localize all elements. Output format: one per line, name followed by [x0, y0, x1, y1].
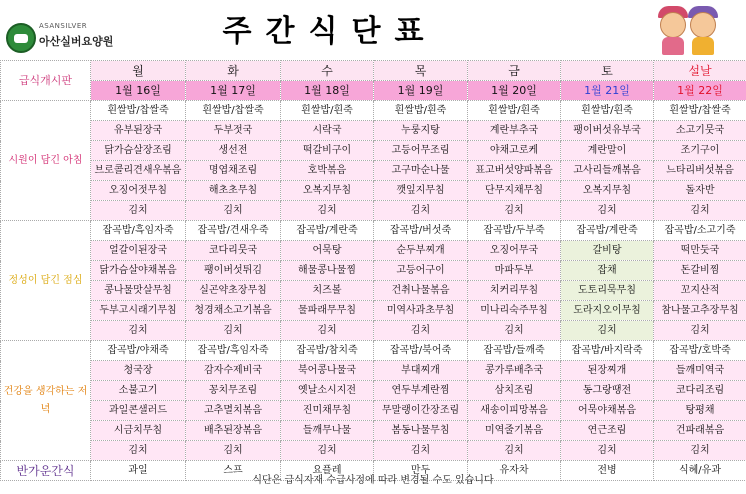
breakfast-menu-item: 야채고로케 — [468, 141, 561, 161]
breakfast-menu-item: 김치 — [654, 201, 746, 221]
dinner-menu-item: 봄동나물무침 — [374, 421, 468, 441]
day-name: 목 — [374, 61, 468, 81]
dinner-menu-item: 김치 — [374, 441, 468, 461]
dinner-menu-item: 김치 — [654, 441, 746, 461]
dinner-menu-item: 코다리조림 — [654, 381, 746, 401]
snack-item: 스프 — [186, 461, 281, 481]
day-date: 1월 19일 — [374, 81, 468, 101]
dinner-menu-item: 잡곡밥/들깨죽 — [468, 341, 561, 361]
breakfast-menu-item: 흰쌀밥/흰죽 — [561, 101, 654, 121]
lunch-menu-item: 순두부찌개 — [374, 241, 468, 261]
breakfast-menu-item: 소고기뭇국 — [654, 121, 746, 141]
dinner-menu-item: 소불고기 — [91, 381, 186, 401]
logo-emblem-icon — [6, 23, 36, 53]
dinner-menu-item: 옛날소시지전 — [281, 381, 374, 401]
lunch-menu-item: 고등어구이 — [374, 261, 468, 281]
day-date: 1월 17일 — [186, 81, 281, 101]
dinner-menu-item: 김치 — [186, 441, 281, 461]
lunch-menu-item: 오징어무국 — [468, 241, 561, 261]
breakfast-menu-item: 흰쌀밥/흰죽 — [281, 101, 374, 121]
lunch-menu-item: 잡곡밥/소고기죽 — [654, 221, 746, 241]
logo — [6, 18, 116, 54]
dinner-menu-item: 건파래볶음 — [654, 421, 746, 441]
menu-board-label: 급식개시판 — [1, 61, 91, 101]
breakfast-menu-item: 김치 — [91, 201, 186, 221]
lunch-menu-item: 닭가슴살야채볶음 — [91, 261, 186, 281]
lunch-menu-item: 김치 — [561, 321, 654, 341]
lunch-menu-item: 코다리뭇국 — [186, 241, 281, 261]
lunch-menu-item: 잡곡밥/계란죽 — [561, 221, 654, 241]
dinner-menu-item: 시금치무침 — [91, 421, 186, 441]
lunch-menu-item: 잡곡밥/버섯죽 — [374, 221, 468, 241]
breakfast-menu-item: 김치 — [281, 201, 374, 221]
dinner-menu-item: 꽁치무조림 — [186, 381, 281, 401]
breakfast-menu-item: 오복지무침 — [561, 181, 654, 201]
dinner-menu-item: 잡곡밥/야채죽 — [91, 341, 186, 361]
breakfast-menu-item: 김치 — [561, 201, 654, 221]
breakfast-menu-item: 두부젓국 — [186, 121, 281, 141]
breakfast-menu-item: 오징어젓무침 — [91, 181, 186, 201]
day-date: 1월 16일 — [91, 81, 186, 101]
day-name: 수 — [281, 61, 374, 81]
lunch-menu-item: 김치 — [281, 321, 374, 341]
lunch-menu-item: 치즈볼 — [281, 281, 374, 301]
lunch-menu-item: 해물콩나물찜 — [281, 261, 374, 281]
dinner-menu-item: 김치 — [561, 441, 654, 461]
snack-label: 반가운간식 — [1, 461, 91, 481]
dinner-menu-item: 탕평채 — [654, 401, 746, 421]
breakfast-menu-item: 단무지채무침 — [468, 181, 561, 201]
snack-item: 만두 — [374, 461, 468, 481]
breakfast-menu-item: 김치 — [374, 201, 468, 221]
snack-item: 식혜/유과 — [654, 461, 746, 481]
lunch-menu-item: 팽이버섯튀김 — [186, 261, 281, 281]
dinner-menu-item: 연근조림 — [561, 421, 654, 441]
breakfast-menu-item: 유부된장국 — [91, 121, 186, 141]
breakfast-menu-item: 흰쌀밥/흰죽 — [374, 101, 468, 121]
dinner-menu-item: 된장찌개 — [561, 361, 654, 381]
breakfast-menu-item: 계란부추국 — [468, 121, 561, 141]
weekly-menu-table — [0, 60, 746, 481]
dinner-menu-item: 부대찌개 — [374, 361, 468, 381]
lunch-menu-item: 김치 — [654, 321, 746, 341]
snack-item: 요플레 — [281, 461, 374, 481]
breakfast-menu-item: 브로콜리견새우볶음 — [91, 161, 186, 181]
footer-note: 식단은 급식자재 수급사정에 따라 변경될 수도 있습니다 — [252, 475, 494, 486]
lunch-menu-item: 김치 — [468, 321, 561, 341]
lunch-menu-item: 물파래무무침 — [281, 301, 374, 321]
dinner-menu-item: 잡곡밥/흑임자죽 — [186, 341, 281, 361]
lunch-menu-item: 갈비탕 — [561, 241, 654, 261]
breakfast-menu-item: 조기구이 — [654, 141, 746, 161]
dinner-menu-item: 김치 — [281, 441, 374, 461]
breakfast-menu-item: 흰쌀밥/찹쌀죽 — [654, 101, 746, 121]
breakfast-menu-item: 고등어무조림 — [374, 141, 468, 161]
lunch-menu-item: 참나물고추장무침 — [654, 301, 746, 321]
dinner-menu-item: 북어콩나물국 — [281, 361, 374, 381]
day-name: 토 — [561, 61, 654, 81]
breakfast-menu-item: 팽이버섯유부국 — [561, 121, 654, 141]
day-name: 금 — [468, 61, 561, 81]
dinner-menu-item: 김치 — [468, 441, 561, 461]
day-name: 월 — [91, 61, 186, 81]
lunch-menu-item: 잡채 — [561, 261, 654, 281]
lunch-menu-item: 꼬지산적 — [654, 281, 746, 301]
breakfast-menu-item: 해초초무침 — [186, 181, 281, 201]
dinner-menu-item: 미역줄기볶음 — [468, 421, 561, 441]
dinner-menu-item: 청국장 — [91, 361, 186, 381]
header — [0, 0, 746, 60]
breakfast-menu-item: 고구마순나물 — [374, 161, 468, 181]
dinner-label: 건강을 생각하는 저녁 — [1, 341, 91, 461]
lunch-menu-item: 김치 — [91, 321, 186, 341]
dinner-menu-item: 동그랑땡전 — [561, 381, 654, 401]
dinner-menu-item: 콩가루배추국 — [468, 361, 561, 381]
lunch-menu-item: 건취나물볶음 — [374, 281, 468, 301]
dinner-menu-item: 새송이피망볶음 — [468, 401, 561, 421]
breakfast-menu-item: 시락국 — [281, 121, 374, 141]
logo-english-text: ASANSILVER — [39, 22, 88, 30]
day-date: 1월 21일 — [561, 81, 654, 101]
lunch-menu-item: 어묵탕 — [281, 241, 374, 261]
day-date: 1월 18일 — [281, 81, 374, 101]
breakfast-menu-item: 오복지무침 — [281, 181, 374, 201]
dinner-menu-item: 무말랭이간장조림 — [374, 401, 468, 421]
logo-korean-text: 아산실버요양원 — [39, 35, 114, 48]
lunch-menu-item: 김치 — [374, 321, 468, 341]
breakfast-menu-item: 누룽지탕 — [374, 121, 468, 141]
snack-item: 전병 — [561, 461, 654, 481]
day-name: 화 — [186, 61, 281, 81]
breakfast-menu-item: 흰쌀밥/흰죽 — [468, 101, 561, 121]
dinner-menu-item: 배추된장볶음 — [186, 421, 281, 441]
breakfast-menu-item: 흰쌀밥/찹쌀죽 — [91, 101, 186, 121]
breakfast-menu-item: 김치 — [468, 201, 561, 221]
lunch-label: 정성이 담긴 점심 — [1, 221, 91, 341]
dinner-menu-item: 삼치조림 — [468, 381, 561, 401]
lunch-menu-item: 마파두부 — [468, 261, 561, 281]
dinner-menu-item: 연두부계란찜 — [374, 381, 468, 401]
dinner-menu-item: 잡곡밥/북어죽 — [374, 341, 468, 361]
day-name: 설날 — [654, 61, 746, 81]
lunch-menu-item: 잡곡밥/흑임자죽 — [91, 221, 186, 241]
dinner-menu-item: 감자수제비국 — [186, 361, 281, 381]
lunch-menu-item: 청경채소고기볶음 — [186, 301, 281, 321]
breakfast-menu-item: 떡갈비구이 — [281, 141, 374, 161]
dinner-menu-item: 들깨미역국 — [654, 361, 746, 381]
breakfast-menu-item: 표고버섯양파볶음 — [468, 161, 561, 181]
lunch-menu-item: 두부고시래기무침 — [91, 301, 186, 321]
lunch-menu-item: 실곤약초장무침 — [186, 281, 281, 301]
lunch-menu-item: 떡만둣국 — [654, 241, 746, 261]
lunch-menu-item: 도토리묵무침 — [561, 281, 654, 301]
breakfast-menu-item: 계란말이 — [561, 141, 654, 161]
snack-item: 과일 — [91, 461, 186, 481]
lunch-menu-item: 미나리숙주무침 — [468, 301, 561, 321]
breakfast-menu-item: 돌자반 — [654, 181, 746, 201]
breakfast-menu-item: 생선전 — [186, 141, 281, 161]
dinner-menu-item: 어묵야채볶음 — [561, 401, 654, 421]
lunch-menu-item: 잡곡밥/계란죽 — [281, 221, 374, 241]
day-date: 1월 22일 — [654, 81, 746, 101]
breakfast-menu-item: 김치 — [186, 201, 281, 221]
lunch-menu-item: 잡곡밥/두부죽 — [468, 221, 561, 241]
lunch-menu-item: 잡곡밥/견새우죽 — [186, 221, 281, 241]
dinner-menu-item: 잡곡밥/참치죽 — [281, 341, 374, 361]
dinner-menu-item: 진미채무침 — [281, 401, 374, 421]
lunch-menu-item: 도라지오이무침 — [561, 301, 654, 321]
breakfast-menu-item: 고사리들깨볶음 — [561, 161, 654, 181]
dinner-menu-item: 고추멸치볶음 — [186, 401, 281, 421]
lunch-menu-item: 돈갈비찜 — [654, 261, 746, 281]
breakfast-menu-item: 느타리버섯볶음 — [654, 161, 746, 181]
elderly-couple-illustration-icon — [650, 4, 730, 56]
dinner-menu-item: 잡곡밥/바지락죽 — [561, 341, 654, 361]
page-title: 주간식단표 — [222, 14, 438, 49]
breakfast-menu-item: 명엽채조림 — [186, 161, 281, 181]
breakfast-label: 시원이 담긴 아침 — [1, 101, 91, 221]
lunch-menu-item: 얼갈이된장국 — [91, 241, 186, 261]
dinner-menu-item: 잡곡밥/호박죽 — [654, 341, 746, 361]
lunch-menu-item: 미역사과초무침 — [374, 301, 468, 321]
lunch-menu-item: 콩나물맛살무침 — [91, 281, 186, 301]
dinner-menu-item: 과일콘샐러드 — [91, 401, 186, 421]
breakfast-menu-item: 흰쌀밥/찹쌀죽 — [186, 101, 281, 121]
dinner-menu-item: 들깨무나물 — [281, 421, 374, 441]
breakfast-menu-item: 깻잎지무침 — [374, 181, 468, 201]
snack-item: 유자차 — [468, 461, 561, 481]
dinner-menu-item: 김치 — [91, 441, 186, 461]
day-date: 1월 20일 — [468, 81, 561, 101]
breakfast-menu-item: 닭가슴살장조림 — [91, 141, 186, 161]
breakfast-menu-item: 호박볶음 — [281, 161, 374, 181]
lunch-menu-item: 치커리무침 — [468, 281, 561, 301]
lunch-menu-item: 김치 — [186, 321, 281, 341]
